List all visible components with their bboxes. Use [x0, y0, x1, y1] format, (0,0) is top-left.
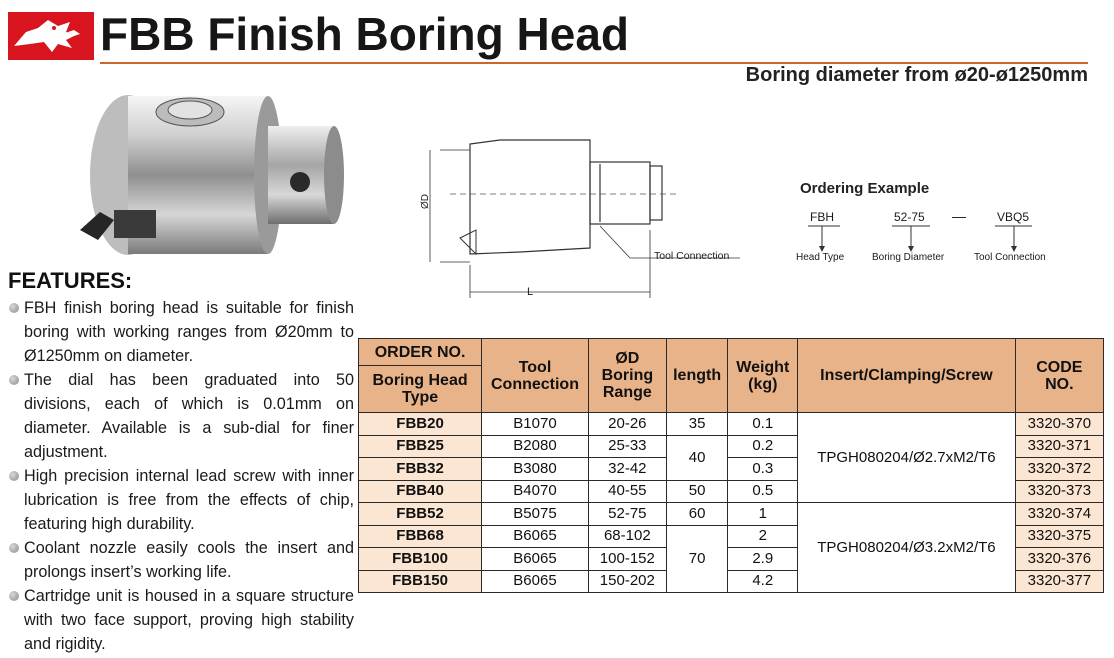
product-photo — [70, 90, 360, 260]
bullet-icon — [9, 543, 19, 553]
tool-connection-label: Tool Connection — [654, 250, 730, 262]
ordering-part-diameter: 52-75 — [894, 210, 925, 224]
feature-item: FBH finish boring head is suitable for finish boring with working ranges from Ø20mm to Ø1250mm on diameter. — [8, 296, 354, 368]
ordering-part-connection: VBQ5 — [997, 210, 1030, 224]
table-row: FBB150 B6065 150-202 4.2 3320-377 — [359, 570, 1104, 593]
ordering-label-diameter: Boring Diameter — [872, 252, 945, 263]
table-row: FBB32 B3080 32-42 0.3 3320-372 — [359, 458, 1104, 481]
table-row: FBB52 B5075 52-75 60 1 TPGH080204/Ø3.2xM2/T6 3320-374 — [359, 503, 1104, 526]
header-length: length — [666, 339, 728, 413]
ordering-example-title: Ordering Example — [800, 180, 930, 197]
technical-drawing — [410, 120, 780, 310]
ordering-separator: — — [952, 208, 966, 224]
header-code-no: CODE NO. — [1015, 339, 1103, 413]
insert-group-1: TPGH080204/Ø2.7xM2/T6 — [798, 413, 1016, 503]
feature-item: The dial has been graduated into 50 divisions, each of which is 0.01mm on diameter. Available is a sub-dial for finer adjustment. — [8, 368, 354, 464]
od-label: ØD — [420, 194, 431, 209]
ordering-label-connection: Tool Connection — [974, 252, 1046, 263]
bullet-icon — [9, 303, 19, 313]
insert-group-2: TPGH080204/Ø3.2xM2/T6 — [798, 503, 1016, 593]
table-row: FBB25 B2080 25-33 40 0.2 3320-371 — [359, 435, 1104, 458]
page-subtitle: Boring diameter from ø20-ø1250mm — [745, 64, 1088, 86]
feature-item: Coolant nozzle easily cools the insert and prolongs insert’s working life. — [8, 536, 354, 584]
page-title: FBB Finish Boring Head — [100, 8, 629, 60]
ordering-label-head: Head Type — [796, 252, 845, 263]
header-order-no: ORDER NO. — [359, 339, 482, 366]
header-insert: Insert/Clamping/Screw — [798, 339, 1016, 413]
features-heading: FEATURES: — [8, 268, 133, 293]
header-tool-connection: Tool Connection — [482, 339, 589, 413]
feature-item: High precision internal lead screw with inner lubrication is free from the effects of chip, featuring high durability. — [8, 464, 354, 536]
length-label: L — [527, 286, 534, 298]
feature-item: Cartridge unit is housed in a square structure with two face support, proving high stability and rigidity. — [8, 584, 354, 656]
bullet-icon — [9, 591, 19, 601]
spec-table — [358, 338, 1104, 593]
header-boring-range: ØD Boring Range — [588, 339, 666, 413]
bullet-icon — [9, 375, 19, 385]
eagle-logo-icon — [8, 12, 94, 60]
ordering-example — [790, 180, 1080, 270]
table-row: FBB68 B6065 68-102 70 2 3320-375 — [359, 525, 1104, 548]
table-row: FBB40 B4070 40-55 50 0.5 3320-373 — [359, 480, 1104, 503]
ordering-part-head: FBH — [810, 210, 834, 224]
header-boring-head-type: Boring Head Type — [359, 366, 482, 413]
table-row: FBB100 B6065 100-152 2.9 3320-376 — [359, 548, 1104, 571]
table-row: FBB20 B1070 20-26 35 0.1 TPGH080204/Ø2.7xM2/T6 3320-370 — [359, 413, 1104, 436]
features-list — [8, 296, 354, 656]
header-weight: Weight (kg) — [728, 339, 798, 413]
bullet-icon — [9, 471, 19, 481]
